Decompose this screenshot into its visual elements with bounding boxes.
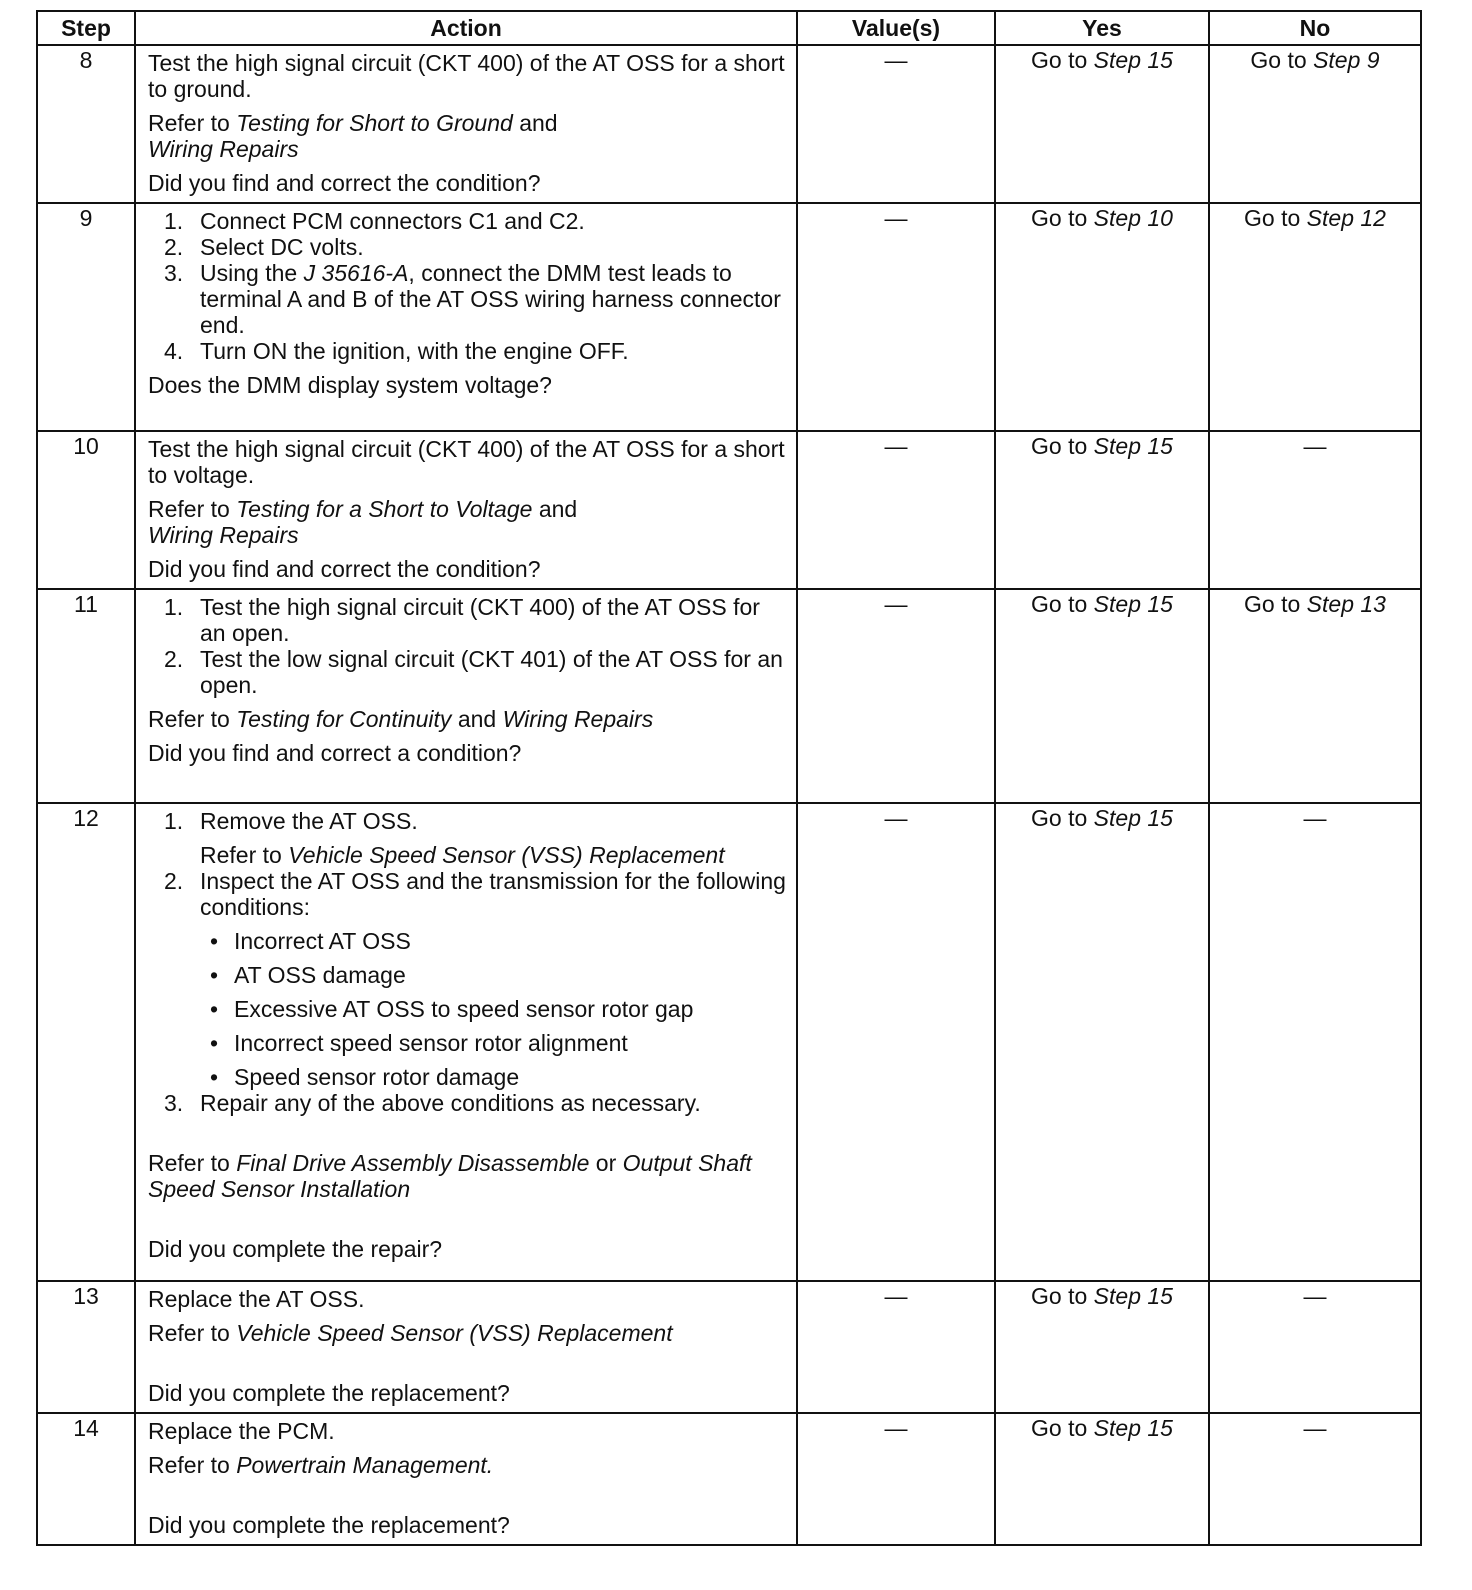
step-number: 10 — [37, 431, 135, 589]
go-to-label: Go to — [1031, 1415, 1088, 1441]
bullet-item: • Excessive AT OSS to speed sensor rotor gap — [210, 996, 694, 1022]
step-reference: Step 15 — [1093, 433, 1173, 459]
go-to-label: Go to — [1031, 591, 1088, 617]
question-text: Did you find and correct the condition? — [148, 170, 541, 196]
reference-link: Final Drive Assembly Disassemble — [236, 1150, 590, 1176]
step-number: 14 — [37, 1413, 135, 1545]
refer-label: Refer to — [148, 1452, 230, 1478]
reference-link: Wiring Repairs — [148, 522, 299, 548]
list-item-text: Test the high signal circuit (CKT 400) of the AT OSS for an open. — [200, 594, 760, 646]
question-text: Did you find and correct the condition? — [148, 556, 541, 582]
action-cell — [135, 431, 797, 589]
yes-cell — [995, 1413, 1209, 1545]
go-to-label: Go to — [1031, 433, 1088, 459]
step-reference: Step 12 — [1306, 205, 1386, 231]
list-item: 2. Test the low signal circuit (CKT 401) of the AT OSS for an open. — [164, 646, 786, 698]
step-number: 12 — [37, 803, 135, 1281]
list-item-text: Using the — [200, 260, 298, 286]
step-number: 13 — [37, 1281, 135, 1413]
bullet-item: • Speed sensor rotor damage — [210, 1064, 520, 1090]
value-cell: — — [797, 589, 995, 803]
value-cell: — — [797, 203, 995, 431]
no-cell: — — [1209, 803, 1421, 1281]
reference-link: Powertrain Management. — [236, 1452, 494, 1478]
action-cell — [135, 1281, 797, 1413]
list-item: 3. Using the J 35616-A, connect the DMM test leads to terminal A and B of the AT OSS wiring harness connector end. — [164, 260, 781, 338]
and-label: and — [457, 706, 497, 732]
yes-cell — [995, 1281, 1209, 1413]
list-item-text: Turn ON the ignition, with the engine OFF. — [200, 338, 629, 364]
bullet-text: Speed sensor rotor damage — [234, 1064, 520, 1090]
yes-cell — [995, 203, 1209, 431]
reference-line — [148, 706, 786, 732]
yes-cell — [995, 589, 1209, 803]
diagnostic-table — [36, 10, 1422, 1546]
bullet-item: • Incorrect AT OSS — [210, 928, 411, 954]
header-step: Step — [37, 11, 135, 45]
action-cell — [135, 203, 797, 431]
question-text: Did you complete the replacement? — [148, 1380, 510, 1406]
step-reference: Step 15 — [1093, 1283, 1173, 1309]
table-row — [37, 589, 1421, 803]
table-row — [37, 45, 1421, 203]
bullet-text: AT OSS damage — [234, 962, 406, 988]
table-row — [37, 1281, 1421, 1413]
table-row — [37, 431, 1421, 589]
bullet-text: Incorrect speed sensor rotor alignment — [234, 1030, 628, 1056]
go-to-label: Go to — [1031, 1283, 1088, 1309]
step-reference: Step 15 — [1093, 47, 1173, 73]
reference-link: Vehicle Speed Sensor (VSS) Replacement — [236, 1320, 673, 1346]
reference-line — [200, 842, 786, 868]
value-cell: — — [797, 1281, 995, 1413]
reference-line — [148, 110, 786, 162]
list-item-text: Remove the AT OSS. — [200, 808, 418, 834]
list-item: 1. Connect PCM connectors C1 and C2. — [164, 208, 786, 234]
list-item-text: Repair any of the above conditions as necessary. — [200, 1090, 701, 1116]
bullet-item: • Incorrect speed sensor rotor alignment — [210, 1030, 628, 1056]
action-text: Test the high signal circuit (CKT 400) of the AT OSS for a short to ground. — [148, 50, 785, 102]
question-text: Did you find and correct a condition? — [148, 740, 522, 766]
go-to-label: Go to — [1244, 205, 1301, 231]
value-cell: — — [797, 431, 995, 589]
action-text: Replace the AT OSS. — [148, 1286, 365, 1312]
go-to-label: Go to — [1031, 47, 1088, 73]
question-text: Did you complete the repair? — [148, 1236, 443, 1262]
action-text: Test the high signal circuit (CKT 400) of the AT OSS for a short to voltage. — [148, 436, 785, 488]
no-cell: — — [1209, 1413, 1421, 1545]
go-to-label: Go to — [1031, 205, 1088, 231]
refer-label: Refer to — [148, 496, 230, 522]
list-item-text: , connect the DMM test leads to terminal A and B of the AT OSS wiring harness connector end. — [200, 260, 781, 338]
action-cell — [135, 45, 797, 203]
action-cell — [135, 1413, 797, 1545]
list-item: 1. Test the high signal circuit (CKT 400) of the AT OSS for an open. — [164, 594, 786, 646]
step-reference: Step 13 — [1306, 591, 1386, 617]
reference-link: Output Shaft Speed Sensor Installation — [148, 1150, 752, 1202]
reference-line — [148, 1452, 786, 1478]
bullet-item: • AT OSS damage — [210, 962, 406, 988]
reference-line — [148, 496, 786, 548]
no-cell — [1209, 203, 1421, 431]
step-reference: Step 9 — [1313, 47, 1380, 73]
action-cell — [135, 589, 797, 803]
step-reference: Step 10 — [1093, 205, 1173, 231]
reference-link: Wiring Repairs — [148, 136, 299, 162]
header-yes: Yes — [995, 11, 1209, 45]
question-text: Did you complete the replacement? — [148, 1512, 510, 1538]
refer-label: Refer to — [148, 1150, 230, 1176]
step-reference: Step 15 — [1093, 591, 1173, 617]
table-row — [37, 1413, 1421, 1545]
bullet-text: Incorrect AT OSS — [234, 928, 411, 954]
header-values: Value(s) — [797, 11, 995, 45]
value-cell: — — [797, 45, 995, 203]
bullet-text: Excessive AT OSS to speed sensor rotor gap — [234, 996, 694, 1022]
action-text: Replace the PCM. — [148, 1418, 335, 1444]
refer-label: Refer to — [148, 110, 230, 136]
step-number: 9 — [37, 203, 135, 431]
list-item: 4. Turn ON the ignition, with the engine OFF. — [164, 338, 786, 364]
and-label: and — [519, 110, 558, 136]
header-no: No — [1209, 11, 1421, 45]
go-to-label: Go to — [1244, 591, 1301, 617]
list-item-text: Inspect the AT OSS and the transmission for the following conditions: — [200, 868, 786, 920]
list-item-text: Test the low signal circuit (CKT 401) of the AT OSS for an open. — [200, 646, 783, 698]
refer-label: Refer to — [148, 706, 230, 732]
reference-link: Wiring Repairs — [502, 706, 654, 732]
refer-label: Refer to — [148, 1320, 230, 1346]
yes-cell — [995, 45, 1209, 203]
yes-cell — [995, 803, 1209, 1281]
no-cell: — — [1209, 431, 1421, 589]
question-text: Does the DMM display system voltage? — [148, 372, 552, 398]
reference-link: Vehicle Speed Sensor (VSS) Replacement — [288, 842, 725, 868]
header-action: Action — [135, 11, 797, 45]
value-cell: — — [797, 803, 995, 1281]
action-cell — [135, 803, 797, 1281]
reference-line — [148, 1320, 786, 1346]
step-number: 8 — [37, 45, 135, 203]
step-number: 11 — [37, 589, 135, 803]
reference-link: Testing for a Short to Voltage — [236, 496, 533, 522]
or-label: or — [595, 1150, 617, 1176]
list-item: 2. Inspect the AT OSS and the transmission for the following conditions: — [164, 868, 786, 920]
reference-link: Testing for Short to Ground — [236, 110, 513, 136]
list-item: 3. Repair any of the above conditions as necessary. — [164, 1090, 786, 1116]
reference-link: Testing for Continuity — [236, 706, 452, 732]
no-cell: — — [1209, 1281, 1421, 1413]
list-item-text: Select DC volts. — [200, 234, 364, 260]
and-label: and — [538, 496, 578, 522]
tool-reference: J 35616-A — [303, 260, 409, 286]
step-reference: Step 15 — [1093, 805, 1173, 831]
value-cell: — — [797, 1413, 995, 1545]
step-reference: Step 15 — [1093, 1415, 1173, 1441]
list-item: 1. Remove the AT OSS. — [164, 808, 786, 834]
refer-label: Refer to — [200, 842, 282, 868]
no-cell — [1209, 589, 1421, 803]
no-cell — [1209, 45, 1421, 203]
list-item-text: Connect PCM connectors C1 and C2. — [200, 208, 585, 234]
reference-line — [148, 1150, 786, 1202]
yes-cell — [995, 431, 1209, 589]
go-to-label: Go to — [1250, 47, 1307, 73]
go-to-label: Go to — [1031, 805, 1088, 831]
header-row — [37, 11, 1421, 45]
table-row — [37, 803, 1421, 1281]
list-item: 2. Select DC volts. — [164, 234, 786, 260]
table-row — [37, 203, 1421, 431]
